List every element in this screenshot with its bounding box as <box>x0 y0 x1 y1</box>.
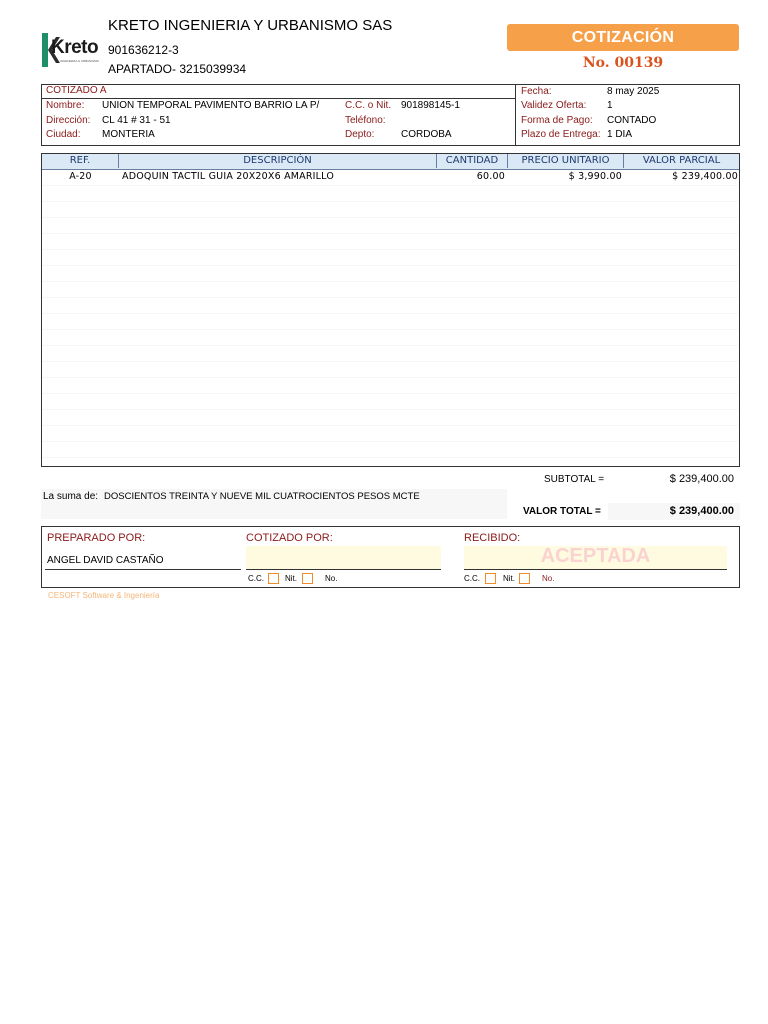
client-section-label: COTIZADO A <box>46 85 107 96</box>
quoted-by-label: COTIZADO POR: <box>246 532 333 544</box>
subtotal-label: SUBTOTAL = <box>544 474 605 485</box>
header-unit-price: PRECIO UNITARIO <box>508 154 624 168</box>
company-logo <box>42 33 104 67</box>
row-ref: A-20 <box>69 171 92 182</box>
client-name: UNION TEMPORAL PAVIMENTO BARRIO LA P/ <box>102 100 320 111</box>
quoted-cc-checkbox[interactable] <box>268 573 279 584</box>
quoted-by-field[interactable] <box>246 546 441 569</box>
client-city-label: Ciudad: <box>46 129 81 140</box>
quoted-cc-label: C.C. <box>248 574 264 583</box>
accepted-stamp: ACEPTADA <box>540 545 651 567</box>
client-nit: 901898145-1 <box>401 100 460 111</box>
received-nit-checkbox[interactable] <box>519 573 530 584</box>
row-unit-price: $ 3,990.00 <box>568 171 622 182</box>
quote-title: COTIZACIÓN <box>571 29 675 46</box>
footer-credit: CESOFT Software & Ingeniería <box>48 591 160 600</box>
header-ref: REF. <box>42 154 119 168</box>
client-address-label: Dirección: <box>46 115 91 126</box>
terms-section-divider <box>515 84 516 146</box>
header-quantity: CANTIDAD <box>437 154 508 168</box>
header-partial-value: VALOR PARCIAL <box>642 155 721 166</box>
amount-in-words-label: La suma de: <box>43 491 99 502</box>
received-no-label: No. <box>542 574 555 583</box>
client-dept: CORDOBA <box>401 129 452 140</box>
amount-in-words: DOSCIENTOS TREINTA Y NUEVE MIL CUATROCIENTOS PESOS MCTE <box>104 491 420 502</box>
received-line <box>464 569 727 570</box>
validity-value: 1 <box>607 100 613 111</box>
prepared-by-name: ANGEL DAVID CASTAÑO <box>47 555 164 566</box>
prepared-by-line <box>45 569 241 570</box>
client-address: CL 41 # 31 - 51 <box>102 115 171 126</box>
payment-value: CONTADO <box>607 115 657 126</box>
received-nit-label: Nit. <box>503 574 515 583</box>
row-description: ADOQUIN TACTIL GUIA 20X20X6 AMARILLO <box>122 171 335 182</box>
delivery-value: 1 DIA <box>607 129 633 140</box>
received-label: RECIBIDO: <box>464 532 521 544</box>
items-table <box>41 153 740 467</box>
logo-text: Kreto <box>51 37 99 58</box>
company-nit: 901636212-3 <box>108 43 179 57</box>
total-value: $ 239,400.00 <box>669 505 734 517</box>
client-dept-label: Depto: <box>345 129 375 140</box>
subtotal-value: $ 239,400.00 <box>669 473 734 485</box>
quoted-nit-label: Nit. <box>285 574 297 583</box>
quoted-nit-checkbox[interactable] <box>302 573 313 584</box>
quote-number: No. 00139 <box>582 55 664 71</box>
payment-label: Forma de Pago: <box>521 115 593 126</box>
company-address: APARTADO- 3215039934 <box>108 62 247 76</box>
client-nit-label: C.C. o Nit. <box>345 100 392 111</box>
row-quantity: 60.00 <box>476 171 505 182</box>
date-label: Fecha: <box>521 86 552 97</box>
validity-label: Validez Oferta: <box>521 100 587 111</box>
date-value: 8 may 2025 <box>607 86 660 97</box>
received-cc-label: C.C. <box>464 574 480 583</box>
table-header-row <box>42 154 739 170</box>
client-name-label: Nombre: <box>46 100 85 111</box>
client-section-divider <box>41 98 515 99</box>
total-label: VALOR TOTAL = <box>523 506 601 517</box>
delivery-label: Plazo de Entrega: <box>521 129 601 140</box>
company-name: KRETO INGENIERIA Y URBANISMO SAS <box>108 17 393 34</box>
header-description: DESCRIPCIÓN <box>119 154 437 168</box>
quoted-no-label: No. <box>325 574 338 583</box>
quote-title-banner <box>507 24 739 51</box>
prepared-by-label: PREPARADO POR: <box>47 532 146 544</box>
client-phone-label: Teléfono: <box>345 115 386 126</box>
logo-tagline: INGENIERIA & URBANISMO <box>60 59 100 63</box>
table-row <box>42 171 739 185</box>
row-partial-value: $ 239,400.00 <box>672 171 738 182</box>
quoted-by-line <box>246 569 441 570</box>
received-cc-checkbox[interactable] <box>485 573 496 584</box>
client-city: MONTERIA <box>102 129 155 140</box>
